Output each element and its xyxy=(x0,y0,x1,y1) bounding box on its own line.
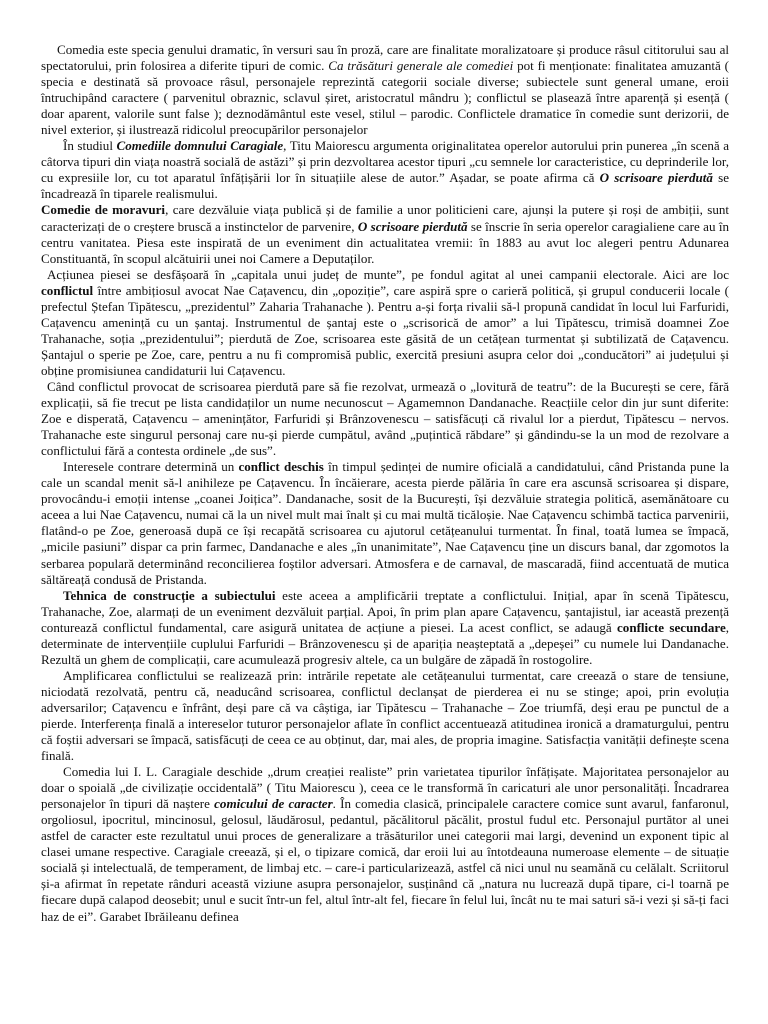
body-text: , determinate de intervențiile cuplului Farfuridi – Brânzovenescu și de apariția neașteptată a „depeșei” cu numele lui Dandanache. Rezultă un ghem de complicații, care acumulează progresiv altele, ca un bulgăre de zăpadă în rostogolire. xyxy=(41,619,729,667)
emphasis-text: Comedie de moravuri xyxy=(41,202,166,218)
paragraph xyxy=(41,588,729,668)
body-text: se înscrie în seria operelor caragialiene care au în centru vanitatea. Piesa este inspirată de un eveniment din actualitatea vremii: în 1883 au avut loc alegeri pentru Adunarea Constituantă, în scopul alcătuirii unei noi Camere a Deputaților. xyxy=(41,218,729,266)
emphasis-text: Ca trăsături generale ale comediei xyxy=(328,58,514,74)
emphasis-text: conflictul xyxy=(41,282,94,298)
body-text: Interesele contrare determină un xyxy=(63,459,239,475)
paragraph xyxy=(41,459,729,587)
emphasis-text: Tehnica de construcție a subiectului xyxy=(63,587,276,603)
paragraph xyxy=(41,668,729,764)
paragraph xyxy=(41,202,729,266)
emphasis-text: O scrisoare pierdută xyxy=(357,218,468,234)
body-text: în timpul ședinței de numire oficială a candidatului, când Pristanda pune la cale un scandal menit să-l anihileze pe Cațavencu. În încăierare, acesta pierde pălăria în care era ascunsă scrisoarea și dispare, provocându-i emoții intense „coanei Joițica”. Dandanache, sosit de la București, își dezvăluie strategia politică, asemănătoare cu aceea a lui Nae Cațavencu, numai că la un nivel mult mai înalt și cu mai multă ticăloșie. Nae Cațavencu schimbă tactica parvenirii, flatând-o pe Zoe, generoasă după ce își recapătă scrisoarea cu ajutorul cetățeanului turmentat. În final, toată lumea se împacă, „micile pasiuni” dispar ca prin farmec, Dandanache e ales „în unanimitate”, Nae Cațavencu ține un discurs banal, dar zgomotos la serbarea populară determinând reconcilierea foștilor adversari. Atmosfera e de carnaval, de mascaradă, fiind accentuată de mutica săltăreață condusă de Pristanda. xyxy=(41,459,730,587)
paragraph xyxy=(41,138,729,202)
body-text: , care dezvăluie viața publică și de familie a unor politicieni care, ajunși la putere și roși de ambiții, sunt caracterizați de o creștere bruscă a instinctelor de parvenire, xyxy=(41,202,729,234)
body-text: , Titu Maiorescu argumenta originalitatea operelor autorului prin punerea „în scenă a câtorva tipuri din viața noastră socială de astăzi” și prin dezvoltarea acestor tipuri „cu semnele lor caracteristice, cu deprinderile lor, cu expresiile lor, cu tot aparatul înfățișării lor în situațiile alese de autor.” Așadar, se poate afirma că xyxy=(41,138,729,186)
paragraph xyxy=(41,267,729,379)
paragraph xyxy=(41,42,729,138)
paragraph xyxy=(41,764,729,924)
body-text: se încadrează în tiparele realismului. xyxy=(41,170,729,202)
body-text: Comedia este specia genului dramatic, în versuri sau în proză, care are finalitate moralizatoare și produce râsul cititorului sau al spectatorului, prin folosirea a diferite tipuri de comic. xyxy=(41,42,729,74)
emphasis-text: conflicte secundare xyxy=(617,619,726,635)
paragraph xyxy=(41,379,729,459)
emphasis-text: Comediile domnului Caragiale xyxy=(116,138,284,154)
body-text: este aceea a amplificării treptate a conflictului. Inițial, apar în scenă Tipătescu, Trahanache, Zoe, alarmați de un eveniment dezvăluit parțial. Apoi, în prim plan apare Cațavencu, șantajistul, iar această prezență conturează conflictul fundamental, care asigură unitatea de acțiune a piesei. La acest conflict, se adaugă xyxy=(41,587,730,635)
body-text: Acțiunea piesei se desfășoară în „capitala unui județ de munte”, pe fondul agitat al unei campanii electorale. Aici are loc xyxy=(47,266,729,282)
document-page xyxy=(41,42,729,925)
body-text: pot fi menționate: finalitatea amuzantă ( specia e destinată să provoace râsul, personajele reprezintă categorii sociale diverse; subiectele sunt general umane, eroii întruchipând caractere ( parvenitul obraznic, sclavul șiret, aristocratul mândru ); conflictul se plasează între aparență și esență ( doar aparent, valorile sunt false ); deznodământul este vesel, stilul – parodic. Conflictele dramatice în comedie sunt derizorii, de nivel exterior, și ilustrează ridicolul preocupărilor personajelor xyxy=(41,58,729,138)
body-text: Când conflictul provocat de scrisoarea pierdută pare să fie rezolvat, urmează o „lovitură de teatru”: de la București se cere, fără explicații, să fie trecut pe lista candidaților un nume necunoscut – Agamemnon Dandanache. Reacțiile celor din jur sunt diferite: Zoe e disperată, Cațavencu – amenințător, Farfuridi și Brânzovenescu – satisfăcuți că rivalul lor a pierdut, Tipătescu – nervos. Trahanache este singurul personaj care nu-și pierde cumpătul, având „puțintică răbdare” și gândindu-se la un mod de rezolvare a conflictului fără a contesta ordinele „de sus”. xyxy=(41,378,729,459)
body-text: între ambițiosul avocat Nae Cațavencu, din „opoziție”, care aspiră spre o carieră politică, și grupul conducerii locale ( prefectul Ștefan Tipătescu, „prezidentul” Zaharia Trahanache ). Pentru a-și forța rivalii să-l propună candidat în locul lui Farfuridi, Cațavencu amenință cu un șantaj. Instrumentul de șantaj este o „scrisorică de amor” a lui Tipătescu, trimisă doamnei Zoe Trahanache, soția „prezidentului”; pierdută de Zoe, scrisoarea este găsită de un cetățean turmentat și subtilizată de Cațavencu. Șantajul o sperie pe Zoe, care, pentru a nu fi compromisă public, exercită presiuni asupra celor doi „conducători” ai județului și obține promisiunea candidaturii lui Cațavencu. xyxy=(41,282,729,378)
body-text: . În comedia clasică, principalele caractere comice sunt avarul, fanfaronul, orgoliosul, ipocritul, mincinosul, gelosul, lăudărosul, pedantul, păcălitorul păcălit, prostul fudul etc. Personajul purtător al unei astfel de caracter este rezultatul unui proces de generalizare a trăsăturilor unei categorii mai largi, devenind un exponent tipic al clasei umane respective. Caragiale creează, și el, o tipizare comică, dar eroii lui au întotdeauna numeroase elemente – de situație socială și intelectuală, de temperament, de limbaj etc. – care-i particularizează, astfel că nici unul nu seamănă cu celălalt. Scriitorul și-a afirmat în repetate rânduri această viziune asupra personajelor, susținând că „natura nu lucrează după tipare, ci-l toarnă pe fiecare după calapod deosebit; unul e sucit într-un fel, altul într-alt fel, fiecare în felul lui, încât nu te mai saturi să-i vezi și să-ți faci haz de ei”. Garabet Ibrăileanu definea xyxy=(41,796,729,924)
body-text: Amplificarea conflictului se realizează prin: intrările repetate ale cetățeanului turmentat, care creează o stare de tensiune, niciodată rezolvată, pentru că, neaducând scrisoarea, conflictul declanșat de pierderea ei nu se stinge; apoi, prin evoluția adversarilor; Cațavencu e înfrânt, deși pare că va câștiga, iar Tipătescu – Trahanache – Zoe triumfă, deși erau pe punctul de a pierde. Interferența finală a intereselor tuturor personajelor aflate în conflict accentuează atitudinea ironică a dramaturgului, pentru că foștii adversari se împacă, satisfăcuți de ceea ce au obținut, dar, mai ales, de propria imagine. Satisfacția vanității definește scena finală. xyxy=(41,667,729,764)
emphasis-text: conflict deschis xyxy=(238,459,324,475)
emphasis-text: O scrisoare pierdută xyxy=(599,170,713,186)
emphasis-text: comicului de caracter xyxy=(214,796,333,812)
body-text: Comedia lui I. L. Caragiale deschide „drum creației realiste” prin varietatea tipurilor înfățișate. Majoritatea personajelor au doar o spoială „de civilizație occidentală” ( Titu Maiorescu ), ceea ce le transformă în caricaturi ale unor personalități. Încadrarea personajelor în tipuri dă naștere xyxy=(41,764,729,812)
body-text: În studiul xyxy=(63,138,117,154)
